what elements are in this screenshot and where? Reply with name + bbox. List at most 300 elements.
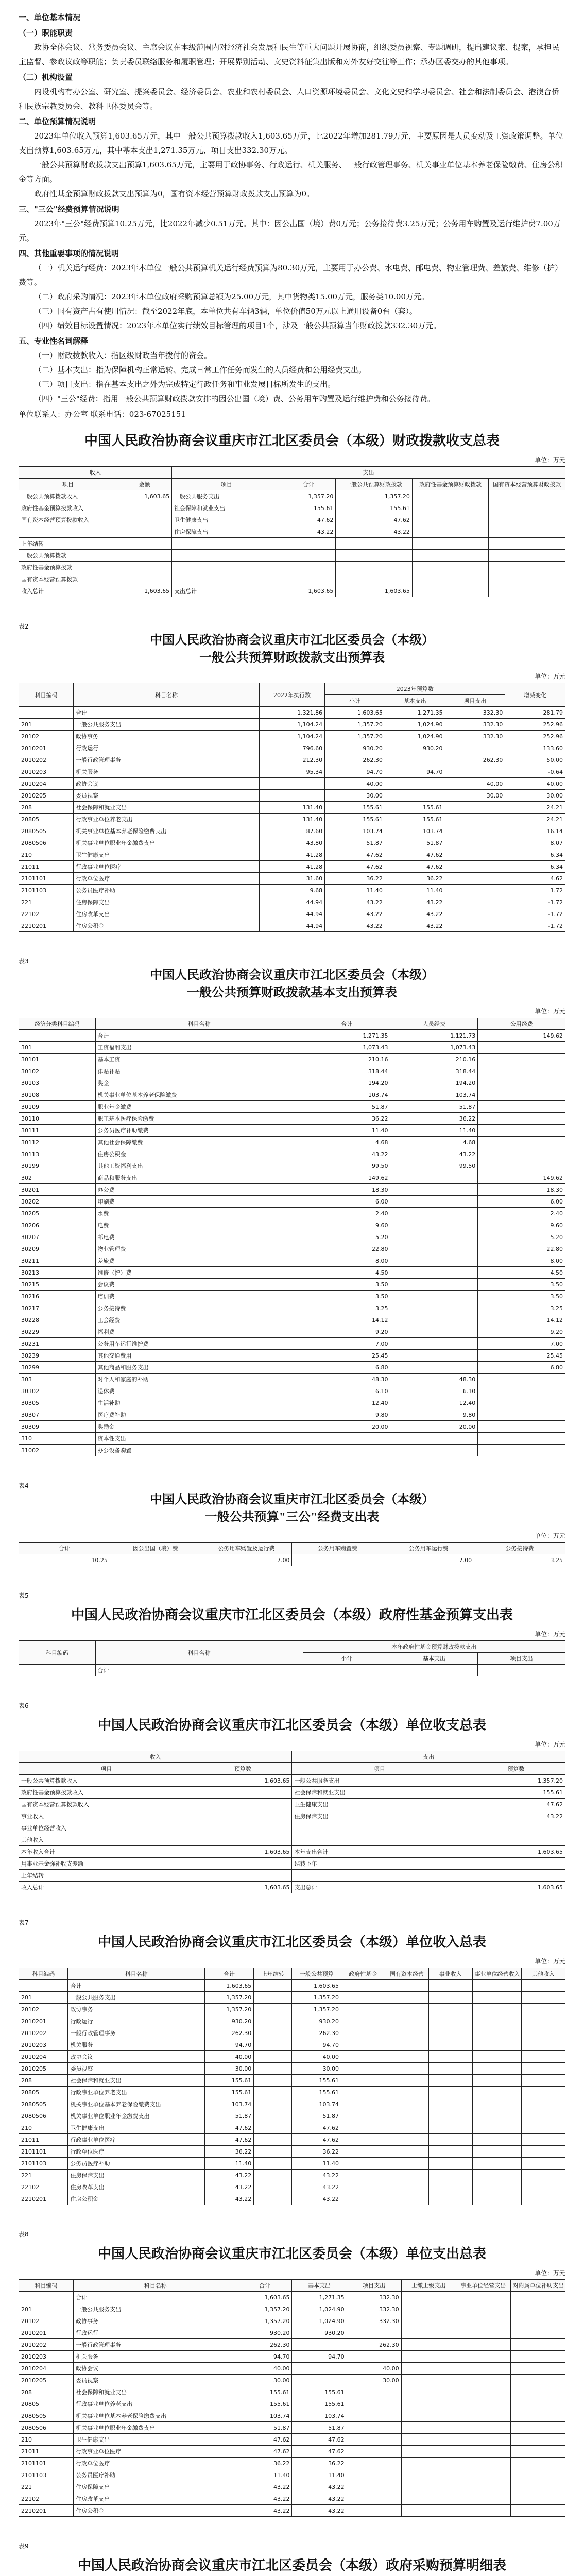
table-cell [194, 1787, 292, 1799]
table-row [19, 1030, 565, 1042]
table-cell [390, 1665, 478, 1676]
table-cell [390, 1350, 478, 1362]
table-2-h-code: 科目编码 [19, 683, 74, 707]
table-cell: 14.12 [478, 1314, 565, 1326]
table-cell [510, 2398, 565, 2410]
table-cell [19, 2292, 74, 2303]
table-cell: 委员视察 [74, 2375, 237, 2386]
table-cell: 3.50 [303, 1291, 390, 1302]
table-cell [445, 861, 505, 873]
table-row [19, 1980, 565, 1992]
table-cell: 43.22 [237, 2493, 292, 2505]
table-cell: 210 [19, 849, 74, 861]
table-cell [472, 2051, 521, 2063]
table-cell: 印刷费 [95, 1196, 303, 1208]
column-header: 合计 [237, 2280, 292, 2292]
table-cell: 9.80 [303, 1409, 390, 1421]
table-row [19, 2446, 565, 2458]
table-cell [385, 2146, 428, 2158]
table-cell [347, 2410, 401, 2422]
table-cell: 1,357.20 [325, 719, 385, 731]
table-5-title: 中国人民政治协商会议重庆市江北区委员会（本级）政府性基金预算支出表 [71, 1607, 513, 1622]
table-cell [472, 2170, 521, 2181]
table-row [19, 2122, 565, 2134]
table-cell: 47.62 [336, 514, 413, 526]
table-row [19, 719, 565, 731]
table-cell [472, 2004, 521, 2015]
table-cell: 1,603.65 [336, 585, 413, 597]
table-cell: 30103 [19, 1077, 96, 1089]
table-row [19, 526, 565, 538]
table-cell [385, 2051, 428, 2063]
table-cell: 6.00 [478, 1196, 565, 1208]
table-cell [456, 2422, 510, 2434]
table-cell: 155.61 [325, 814, 385, 825]
table-row [19, 2315, 565, 2327]
table-cell: 930.20 [204, 2015, 253, 2027]
table-cell: 本年支出合计 [292, 1846, 467, 1858]
table-cell: 20102 [19, 2004, 68, 2015]
table-row [19, 1554, 565, 1566]
table-cell [456, 2375, 510, 2386]
table-cell: 48.30 [303, 1374, 390, 1385]
table-row [19, 490, 565, 502]
table-cell: 87.60 [259, 825, 324, 837]
table-cell: 3.50 [478, 1279, 565, 1291]
table-cell: 政协会议 [74, 778, 260, 790]
table-2-h-prev: 2022年执行数 [259, 683, 324, 707]
table-cell: 国有资本经营预算拨款 [19, 573, 117, 585]
table-5-h-total: 小计 [303, 1653, 390, 1665]
table-cell [292, 2363, 347, 2375]
table-cell: 155.61 [385, 802, 445, 814]
table-cell: 1,357.20 [204, 2004, 253, 2015]
table-cell [401, 2315, 456, 2327]
table-cell: 94.70 [237, 2351, 292, 2363]
table-cell: 9.20 [478, 1326, 565, 1338]
table-cell [401, 2410, 456, 2422]
table-cell [472, 1980, 521, 1992]
table-3-h-personnel: 人员经费 [390, 1018, 478, 1030]
table-cell: 212.30 [259, 754, 324, 766]
table-cell: 12.40 [303, 1397, 390, 1409]
table-cell [412, 550, 489, 562]
table-cell: 22102 [19, 908, 74, 920]
table-cell: 一般行政管理事务 [74, 754, 260, 766]
table-cell: 21011 [19, 2134, 68, 2146]
table-cell: 30199 [19, 1160, 96, 1172]
table-cell [347, 2505, 401, 2517]
table-cell: 一般公共预算拨款 [19, 550, 117, 562]
table-cell [254, 1992, 292, 2004]
table-cell [254, 2181, 292, 2193]
table-cell [254, 2146, 292, 2158]
table-row [19, 2386, 565, 2398]
table-cell [401, 2481, 456, 2493]
table-cell: 1,603.65 [325, 707, 385, 719]
table-row [19, 1042, 565, 1054]
table-cell: 7.00 [383, 1554, 474, 1566]
table-cell [445, 873, 505, 885]
table-cell: -1.72 [505, 896, 565, 908]
table-cell: 208 [19, 2386, 74, 2398]
table-cell: 其他交通费用 [95, 1350, 303, 1362]
table-row [19, 849, 565, 861]
table-cell: 政协事务 [74, 731, 260, 742]
table-1-col-item: 项目 [19, 479, 117, 490]
table-cell: 1,024.90 [292, 2315, 347, 2327]
table-cell: 155.61 [204, 2087, 253, 2098]
table-cell: 国有资本经营预算拨款收入 [19, 514, 117, 526]
table-cell [428, 2158, 472, 2170]
table-cell: 210.16 [390, 1054, 478, 1065]
table-cell: 47.62 [204, 2122, 253, 2134]
table-1-title: 中国人民政治协商会议重庆市江北区委员会（本级）财政拨款收支总表 [84, 433, 500, 448]
table-cell [467, 1858, 565, 1870]
table-cell: 1,104.24 [259, 731, 324, 742]
table-cell: 30231 [19, 1338, 96, 1350]
table-cell: 20.00 [390, 1421, 478, 1433]
table-cell [385, 2015, 428, 2027]
table-row [19, 1065, 565, 1077]
paragraph: （四）"三公"经费：指用一般公共预算财政拨款安排的因公出国（境）费、公务用车购置及运行维护费和公务接待费。 [34, 394, 435, 403]
table-cell [472, 2158, 521, 2170]
column-header: 项目支出 [347, 2280, 401, 2292]
table-cell: -1.72 [505, 908, 565, 920]
table-cell [347, 2398, 401, 2410]
table-cell: 43.22 [237, 2505, 292, 2517]
column-header: 科目编码 [19, 2280, 74, 2292]
table-cell: 43.80 [259, 837, 324, 849]
table-row [19, 1822, 565, 1834]
table-cell [292, 2375, 347, 2386]
table-cell: 36.22 [204, 2146, 253, 2158]
table-cell [401, 2505, 456, 2517]
table-row [19, 1870, 565, 1882]
table-5-h-project: 项目支出 [478, 1653, 565, 1665]
table-cell: 1,603.65 [117, 585, 171, 597]
table-cell: 36.22 [385, 873, 445, 885]
table-row [19, 2134, 565, 2146]
table-cell [445, 896, 505, 908]
table-cell [254, 2075, 292, 2087]
table-row [19, 1992, 565, 2004]
table-cell: 3.25 [478, 1302, 565, 1314]
table-cell: 47.62 [237, 2446, 292, 2458]
table-cell: 99.50 [303, 1160, 390, 1172]
table-cell: 1,104.24 [259, 719, 324, 731]
table-cell: 2010204 [19, 2363, 74, 2375]
table-cell [385, 1980, 428, 1992]
table-cell [489, 514, 565, 526]
table-row [19, 1172, 565, 1184]
table-1-expense-head: 支出 [172, 467, 565, 479]
table-cell [385, 2075, 428, 2087]
table-cell: 40.00 [347, 2363, 401, 2375]
paragraph: （四）绩效目标设置情况：2023年本单位实行绩效目标管理的项目1个，涉及一般公共预算当年财政拨款332.30万元。 [34, 321, 441, 330]
table-cell: 卫生健康支出 [74, 849, 260, 861]
table-cell: 社会保障和就业支出 [172, 502, 281, 514]
paragraph: （一）机关运行经费：2023年本单位一般公共预算机关运行经费预算为80.30万元，主要用于办公费、水电费、邮电费、物业管理费、差旅费、维修（护）费等。 [19, 263, 563, 287]
table-cell: 物业管理费 [95, 1243, 303, 1255]
table-row [19, 1184, 565, 1196]
table-cell: 155.61 [385, 814, 445, 825]
table-cell: 一般行政管理事务 [74, 2339, 237, 2351]
paragraph: （一）财政拨款收入：指区级财政当年拨付的资金。 [34, 351, 212, 360]
table-row [19, 2193, 565, 2205]
table-cell: 7.00 [201, 1554, 292, 1566]
table-3-title-line1: 中国人民政治协商会议重庆市江北区委员会（本级） [150, 969, 434, 982]
table-row [19, 2170, 565, 2181]
table-cell [254, 2039, 292, 2051]
table-cell [390, 1219, 478, 1231]
table-cell: 43.22 [303, 1148, 390, 1160]
table-row [19, 1137, 565, 1148]
table-cell [445, 766, 505, 778]
table-cell [347, 2493, 401, 2505]
table-cell [456, 2315, 510, 2327]
table-cell: 机关服务 [74, 766, 260, 778]
table-cell: 结转下年 [292, 1858, 467, 1870]
table-4-section [0, 1481, 584, 1566]
table-cell [401, 2398, 456, 2410]
table-cell [456, 2398, 510, 2410]
table-cell [510, 2375, 565, 2386]
table-cell: 4.68 [303, 1137, 390, 1148]
table-cell [456, 2446, 510, 2458]
table-cell: 36.22 [303, 1113, 390, 1125]
table-cell: 2.40 [478, 1208, 565, 1219]
table-cell: 36.22 [325, 873, 385, 885]
table-cell [254, 2087, 292, 2098]
table-cell: 一般公共服务支出 [172, 490, 281, 502]
table-cell [401, 2327, 456, 2339]
table-row [19, 1350, 565, 1362]
table-cell [412, 538, 489, 550]
table-cell: 其他商品和服务支出 [95, 1362, 303, 1374]
table-row [19, 2004, 565, 2015]
table-cell: 210 [19, 2434, 74, 2446]
table-row [19, 861, 565, 873]
table-cell: 302 [19, 1172, 96, 1184]
table-cell: 51.87 [292, 2422, 347, 2434]
table-cell: 155.61 [292, 2075, 341, 2087]
table-cell [445, 814, 505, 825]
table-cell [19, 1665, 96, 1676]
table-row [19, 1362, 565, 1374]
table-cell: 303 [19, 1374, 96, 1385]
table-cell [254, 2051, 292, 2063]
table-cell: 318.44 [303, 1065, 390, 1077]
table-cell: 43.22 [336, 526, 413, 538]
table-cell: 委员视察 [74, 790, 260, 802]
table-cell: 机关事业单位职业年金缴费支出 [74, 837, 260, 849]
table-cell: 11.40 [390, 1125, 478, 1137]
table-cell [510, 2434, 565, 2446]
table-cell: 208 [19, 802, 74, 814]
table-cell: 2080505 [19, 2410, 74, 2422]
table-cell: 30.00 [292, 2063, 341, 2075]
table-cell [401, 2375, 456, 2386]
table-cell [390, 1231, 478, 1243]
table-cell [510, 2458, 565, 2469]
table-cell: 行政单位医疗 [74, 873, 260, 885]
table-cell: 36.22 [292, 2146, 341, 2158]
table-cell [472, 1992, 521, 2004]
table-cell: 卫生健康支出 [172, 514, 281, 526]
table-cell [428, 2004, 472, 2015]
table-cell [456, 2351, 510, 2363]
table-cell: 43.22 [292, 2170, 341, 2181]
table-cell [478, 1125, 565, 1137]
table-row [19, 2458, 565, 2469]
table-cell: 2080506 [19, 2110, 68, 2122]
table-cell: 机关事业单位职业年金缴费支出 [74, 2422, 237, 2434]
table-cell [456, 2458, 510, 2469]
table-8 [19, 2279, 565, 2517]
table-cell: 本年收入合计 [19, 1846, 194, 1858]
table-cell: 会议费 [95, 1279, 303, 1291]
table-cell [456, 2481, 510, 2493]
table-cell: 43.22 [292, 2193, 341, 2205]
table-cell: 221 [19, 2481, 74, 2493]
table-cell: 1,603.65 [204, 1980, 253, 1992]
table-cell: 邮电费 [95, 1231, 303, 1243]
table-8-section [0, 2230, 584, 2517]
table-cell [478, 1397, 565, 1409]
table-cell: 1,357.20 [336, 490, 413, 502]
table-cell: 政协会议 [68, 2051, 204, 2063]
table-cell: 43.22 [292, 2493, 347, 2505]
table-cell [412, 585, 489, 597]
table-cell: 201 [19, 2303, 74, 2315]
table-row [19, 837, 565, 849]
table-cell: 20805 [19, 2398, 74, 2410]
table-cell: 47.62 [281, 514, 336, 526]
table-row [19, 1054, 565, 1065]
table-row [19, 1314, 565, 1326]
table-cell: 2101101 [19, 2146, 68, 2158]
table-cell: 3.25 [474, 1554, 565, 1566]
table-cell: 政府性基金预算拨款 [19, 562, 117, 573]
table-cell: 1,121.73 [390, 1030, 478, 1042]
table-cell [510, 2446, 565, 2458]
table-cell: 津贴补贴 [95, 1065, 303, 1077]
table-cell: 工会经费 [95, 1314, 303, 1326]
table-row [19, 2303, 565, 2315]
table-cell: 99.50 [390, 1160, 478, 1172]
table-cell [385, 2181, 428, 2193]
table-cell [472, 2075, 521, 2087]
table-cell: 2010205 [19, 2063, 68, 2075]
table-cell [117, 538, 171, 550]
table-row [19, 778, 565, 790]
table-cell [522, 2170, 565, 2181]
table-cell [347, 2458, 401, 2469]
table-cell [194, 1810, 292, 1822]
table-cell: 1,603.65 [237, 2292, 292, 2303]
column-header: 一般公共预算 [292, 1968, 341, 1980]
table-cell: 103.74 [385, 825, 445, 837]
table-cell [303, 1665, 390, 1676]
table-3-unit: 单位：万元 [534, 1008, 565, 1015]
table-cell: 40.00 [445, 778, 505, 790]
table-cell [347, 2469, 401, 2481]
section-heading: 五、专业性名词解释 [19, 336, 89, 346]
table-cell [281, 550, 336, 562]
table-cell [428, 2110, 472, 2122]
table-cell: 医疗费补助 [95, 1409, 303, 1421]
table-row [19, 1113, 565, 1125]
table-2-tag: 表2 [19, 623, 29, 630]
table-row [19, 2146, 565, 2158]
table-cell [401, 2446, 456, 2458]
table-6-title: 中国人民政治协商会议重庆市江北区委员会（本级）单位收支总表 [97, 1718, 486, 1733]
table-row [19, 825, 565, 837]
table-row [19, 2063, 565, 2075]
table-cell: 行政运行 [74, 2327, 237, 2339]
table-cell: 3.25 [303, 1302, 390, 1314]
table-cell: 94.70 [292, 2039, 341, 2051]
table-cell: 6.34 [505, 861, 565, 873]
table-cell: 2080506 [19, 2422, 74, 2434]
table-1-col-total: 合计 [281, 479, 336, 490]
table-cell [254, 2134, 292, 2146]
table-cell [456, 2386, 510, 2398]
table-row [19, 1799, 565, 1810]
table-1 [19, 466, 565, 597]
table-row [19, 766, 565, 778]
table-cell: 7.00 [478, 1338, 565, 1350]
table-cell: 12.40 [390, 1397, 478, 1409]
paragraph: 政协全体会议、常务委员会议、主席会议在本级范围内对经济社会发展和民生等重大问题开展协商，组织委员视察、专题调研，提出建议案、提案，承担民主监督、参政议政等职能；负责委员联络服务和履职管理；开展界别活动、文史资料征集出版和对外友好交往等工作；承办区委交办的其他事项。 [19, 43, 560, 66]
table-cell: 20805 [19, 814, 74, 825]
table-cell: 卫生健康支出 [74, 2434, 237, 2446]
table-cell: 43.22 [292, 2181, 341, 2193]
table-cell: 2010201 [19, 742, 74, 754]
table-cell: 行政事业单位医疗 [68, 2134, 204, 2146]
table-cell [385, 2087, 428, 2098]
table-row [19, 1787, 565, 1799]
table-cell: 20102 [19, 2315, 74, 2327]
table-6-h-item: 项目 [19, 1763, 194, 1775]
table-cell: 机关事业单位基本养老保险缴费支出 [68, 2098, 204, 2110]
table-cell: 131.40 [259, 814, 324, 825]
table-row [19, 1255, 565, 1267]
table-cell: 住房保障支出 [172, 526, 281, 538]
table-cell: 31.60 [259, 873, 324, 885]
table-cell [428, 2170, 472, 2181]
table-cell: 155.61 [237, 2398, 292, 2410]
table-cell [194, 1799, 292, 1810]
table-cell: 155.61 [237, 2386, 292, 2398]
table-cell: 103.74 [325, 825, 385, 837]
table-cell: 103.74 [292, 2098, 341, 2110]
table-cell [385, 2193, 428, 2205]
table-cell: 149.62 [478, 1172, 565, 1184]
table-cell: 行政事业单位养老支出 [68, 2087, 204, 2098]
table-cell: 94.70 [385, 766, 445, 778]
table-cell: 2010204 [19, 2051, 68, 2063]
table-cell [456, 2410, 510, 2422]
table-7-unit: 单位：万元 [534, 1958, 565, 1965]
table-cell: 2101101 [19, 2458, 74, 2469]
table-cell: 上年结转 [19, 1870, 194, 1882]
table-cell [390, 1208, 478, 1219]
table-cell: 行政事业单位养老支出 [74, 814, 260, 825]
table-2-h-basic: 基本支出 [385, 695, 445, 707]
table-cell: 103.74 [204, 2098, 253, 2110]
